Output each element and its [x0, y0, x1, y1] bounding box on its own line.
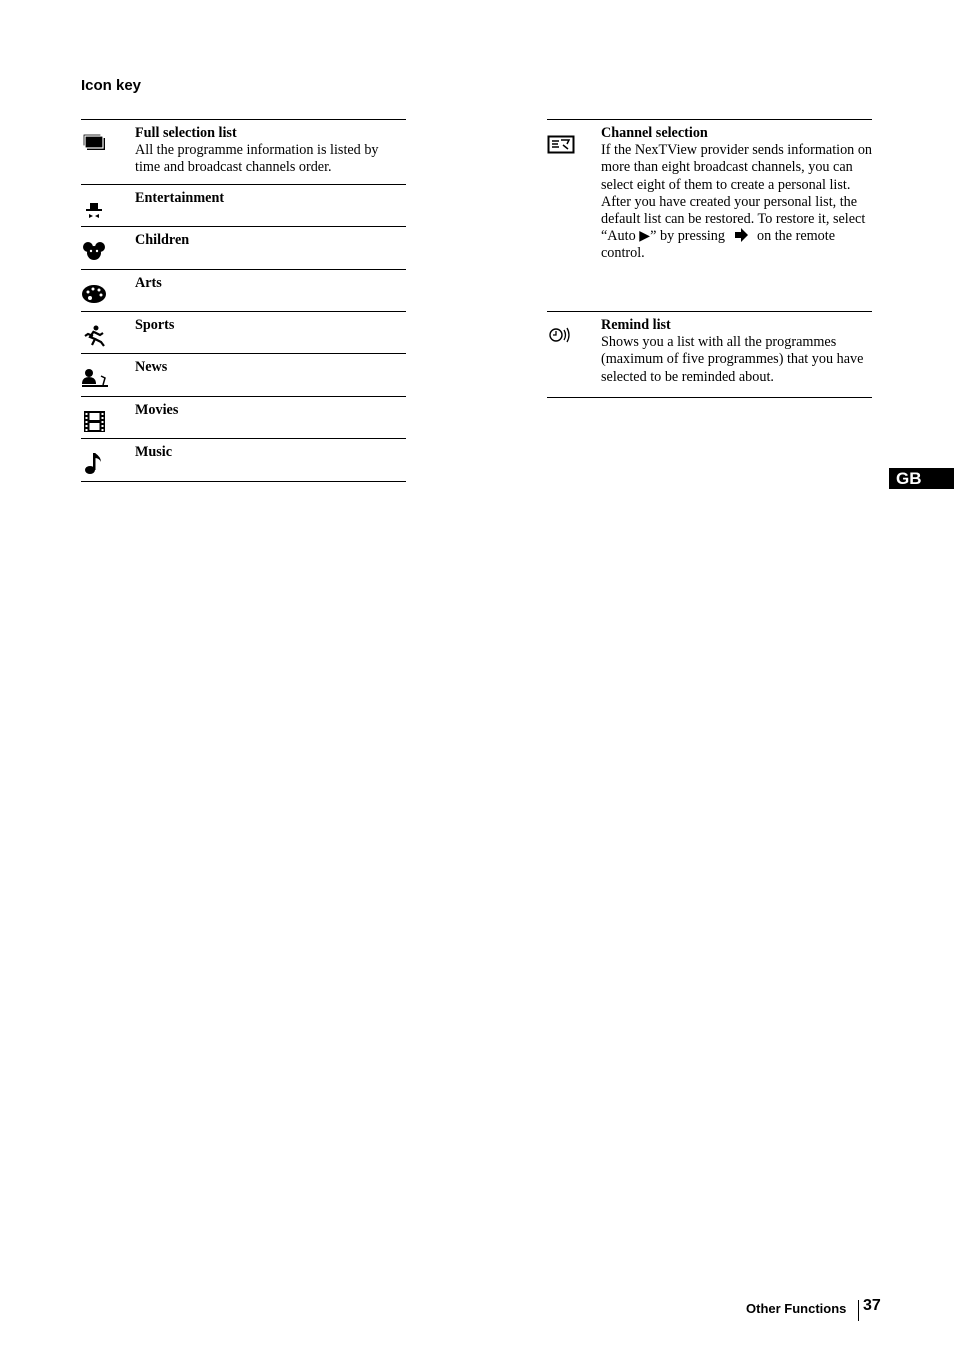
list-item	[81, 270, 406, 312]
icon-key-table-left	[81, 119, 406, 482]
footer-section-label: Other Functions	[746, 1301, 847, 1316]
list-item	[81, 397, 406, 439]
item-title: Movies	[135, 402, 179, 418]
arts-palette-icon	[81, 282, 109, 306]
list-item	[81, 185, 406, 227]
section-heading: Icon key	[81, 77, 142, 94]
full-selection-list-icon	[81, 132, 109, 156]
sports-runner-icon	[81, 324, 109, 348]
item-title: Channel selection	[601, 125, 708, 141]
list-item	[81, 354, 406, 397]
channel-selection-icon	[547, 132, 575, 156]
item-title: Arts	[135, 275, 162, 291]
item-description: Shows you a list with all the programmes (maximum of five programmes) that you have selected to be reminded about.	[601, 334, 864, 385]
news-icon	[81, 366, 109, 390]
item-title: Sports	[135, 317, 175, 333]
list-item	[81, 120, 406, 185]
item-title: Entertainment	[135, 190, 225, 206]
footer-divider	[858, 1300, 859, 1321]
list-item	[547, 120, 872, 312]
item-description: If the NexTView provider sends information on more than eight broadcast channels, you can select eight of them to create a personal list.	[601, 142, 873, 193]
item-description: All the programme information is listed by time and broadcast channels order.	[135, 142, 379, 176]
movies-film-icon	[81, 409, 109, 433]
item-title: News	[135, 359, 168, 375]
item-title: Music	[135, 444, 173, 460]
restore-text-a: After you have created your personal list, the default list can be restored. To restore it, select “Auto ▶” by pressing	[601, 193, 866, 245]
list-item	[81, 312, 406, 354]
page-number: 37	[863, 1297, 881, 1314]
icon-key-table-right	[547, 119, 872, 398]
remind-clock-icon	[547, 324, 575, 348]
item-description-restore	[601, 194, 872, 263]
music-note-icon	[81, 451, 109, 475]
children-icon	[81, 239, 109, 263]
entertainment-icon	[81, 197, 109, 221]
right-arrow-button-icon	[733, 228, 749, 242]
list-item	[547, 312, 872, 398]
list-item	[81, 227, 406, 270]
item-title: Remind list	[601, 317, 671, 333]
list-item	[81, 439, 406, 482]
item-title: Full selection list	[135, 125, 237, 141]
language-tab: GB	[889, 468, 954, 489]
restore-text-b: on the remote control.	[601, 228, 836, 262]
item-title: Children	[135, 232, 190, 248]
